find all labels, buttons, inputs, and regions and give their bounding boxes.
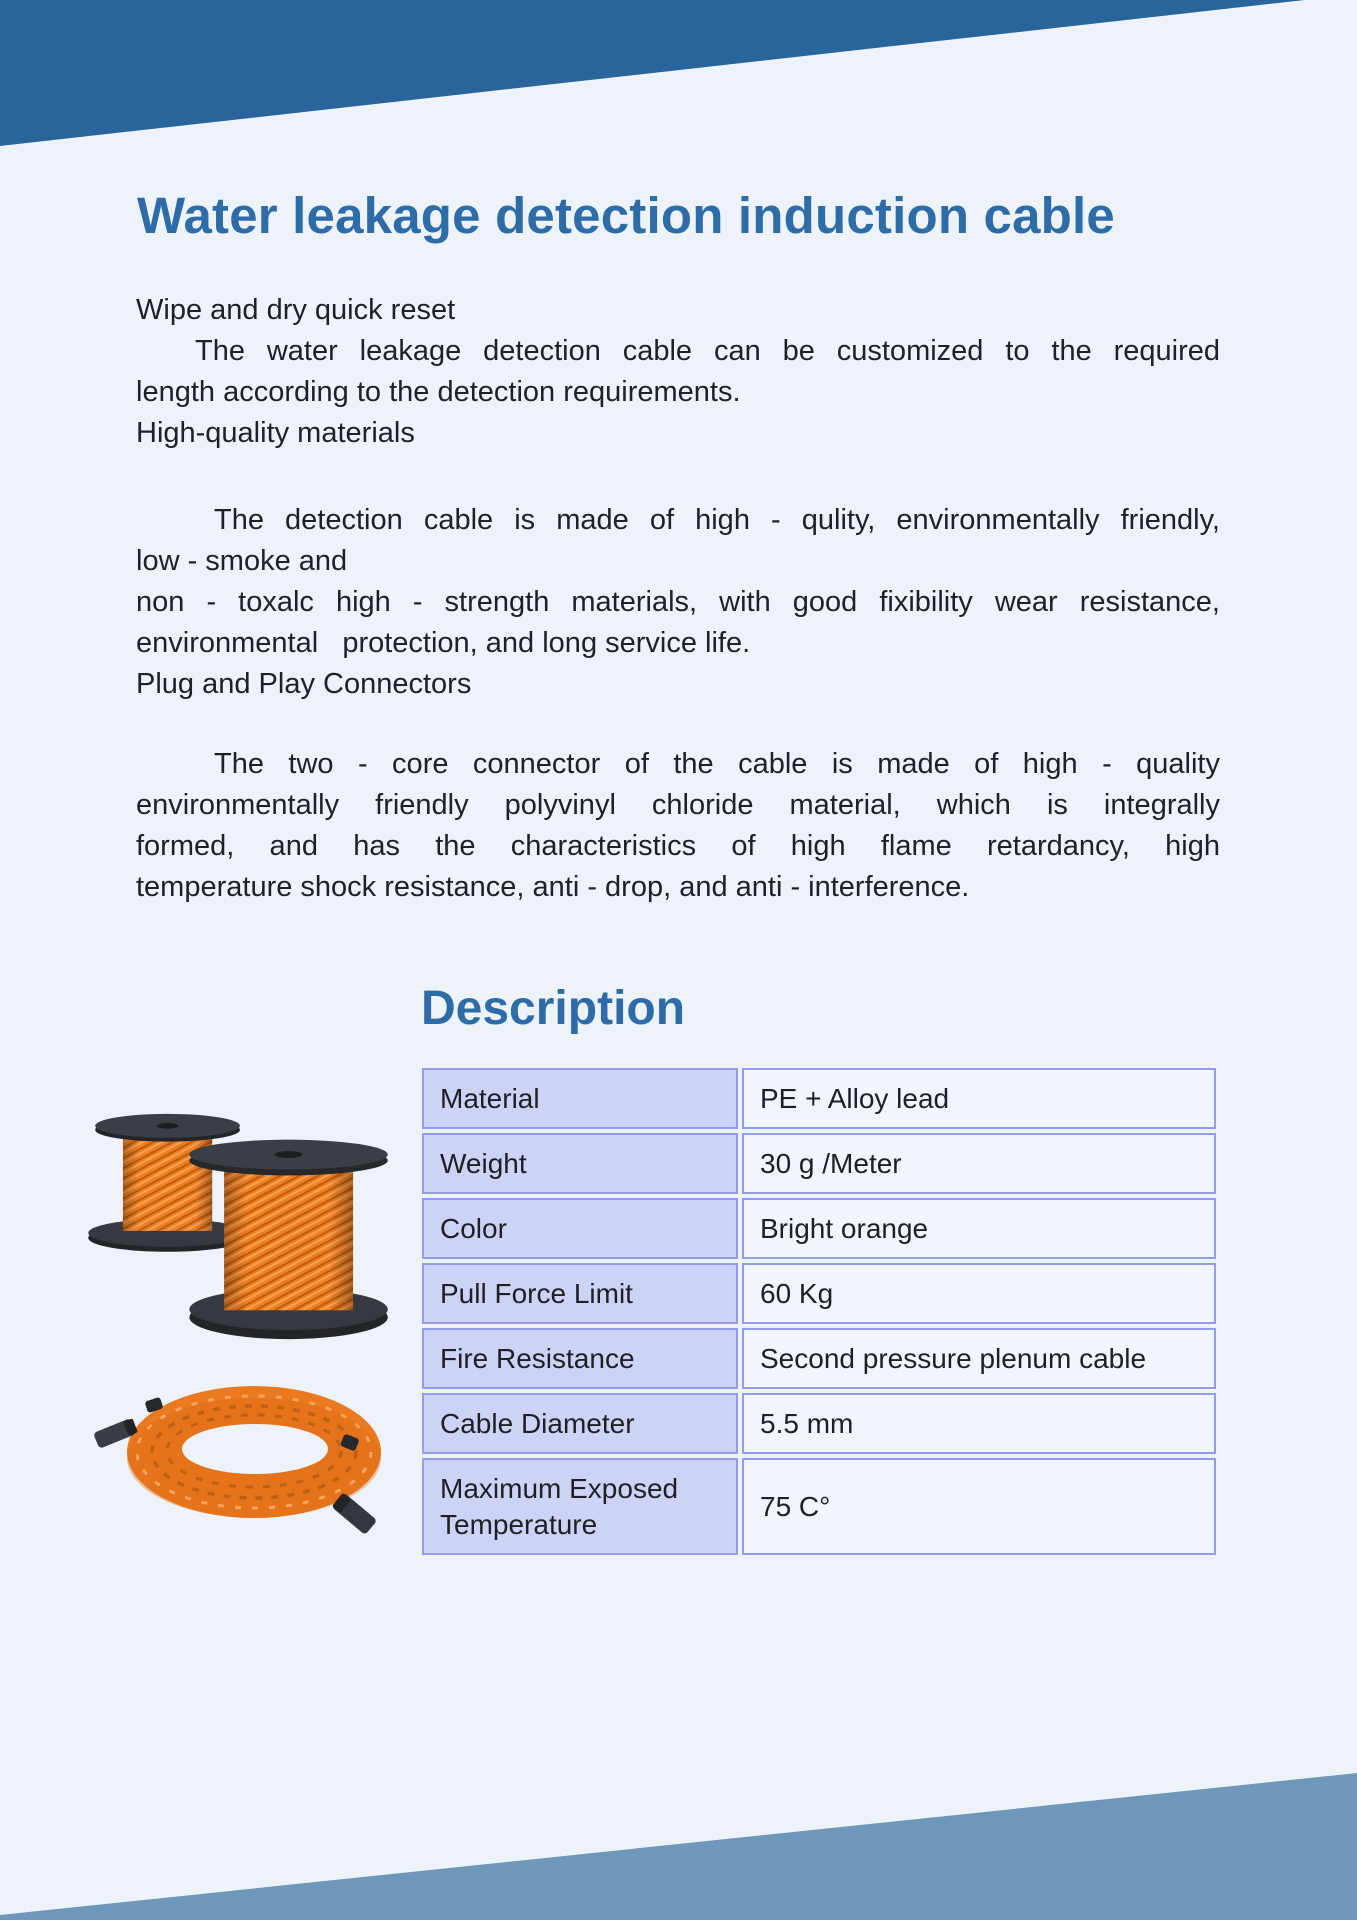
spec-label: Weight <box>422 1133 738 1194</box>
spec-value: 30 g /Meter <box>742 1133 1216 1194</box>
spec-value: 75 C° <box>742 1458 1216 1555</box>
cable-coil-image <box>92 1372 397 1572</box>
cable-spools-image <box>78 1100 396 1348</box>
spec-table <box>418 1064 1220 1559</box>
spec-row-cable-diameter <box>422 1393 1216 1454</box>
text-line: Wipe and dry quick reset <box>136 294 456 326</box>
spec-row-pull-force <box>422 1263 1216 1324</box>
spec-row-color <box>422 1198 1216 1259</box>
text-line: The water leakage detection cable can be customized to the required <box>195 335 1220 367</box>
top-diagonal-banner <box>0 0 1357 146</box>
spec-label: Cable Diameter <box>422 1393 738 1454</box>
spec-value: Second pressure plenum cable <box>742 1328 1216 1389</box>
text-line: formed, and has the characteristics of high flame retardancy, high <box>136 830 1220 862</box>
paragraph-3 <box>136 744 1220 908</box>
page-title: Water leakage detection induction cable <box>137 187 1115 244</box>
spec-value: 5.5 mm <box>742 1393 1216 1454</box>
spec-label: Maximum Exposed Temperature <box>422 1458 738 1555</box>
spec-row-weight <box>422 1133 1216 1194</box>
text-line: Plug and Play Connectors <box>136 668 472 700</box>
spec-value: 60 Kg <box>742 1263 1216 1324</box>
cable-connector-right <box>331 1492 377 1535</box>
text-line: The detection cable is made of high - qulity, environmentally friendly, <box>214 504 1220 536</box>
spec-label: Material <box>422 1068 738 1129</box>
text-line: temperature shock resistance, anti - drop, and anti - interference. <box>136 871 970 903</box>
paragraph-1 <box>136 290 1220 454</box>
spec-row-max-temperature <box>422 1458 1216 1555</box>
text-line: low - smoke and <box>136 545 348 577</box>
spec-row-fire-resistance <box>422 1328 1216 1389</box>
small-spool <box>88 1114 247 1252</box>
text-line: The two - core connector of the cable is made of high - quality <box>214 748 1220 780</box>
text-line: length according to the detection requirements. <box>136 376 741 408</box>
spec-row-material <box>422 1068 1216 1129</box>
spec-value: Bright orange <box>742 1198 1216 1259</box>
body-text <box>136 290 1220 908</box>
spec-label: Pull Force Limit <box>422 1263 738 1324</box>
text-line: environmentally friendly polyvinyl chloride material, which is integrally <box>136 789 1220 821</box>
bottom-diagonal-banner <box>0 1770 1357 1920</box>
spec-label: Fire Resistance <box>422 1328 738 1389</box>
paragraph-2 <box>136 500 1220 705</box>
section-heading: Description <box>421 982 686 1035</box>
text-line: non - toxalc high - strength materials, with good fixibility wear resistance, <box>136 586 1220 618</box>
spec-label: Color <box>422 1198 738 1259</box>
text-line: High-quality materials <box>136 417 415 449</box>
spec-value: PE + Alloy lead <box>742 1068 1216 1129</box>
text-line: environmental protection, and long service life. <box>136 627 751 659</box>
